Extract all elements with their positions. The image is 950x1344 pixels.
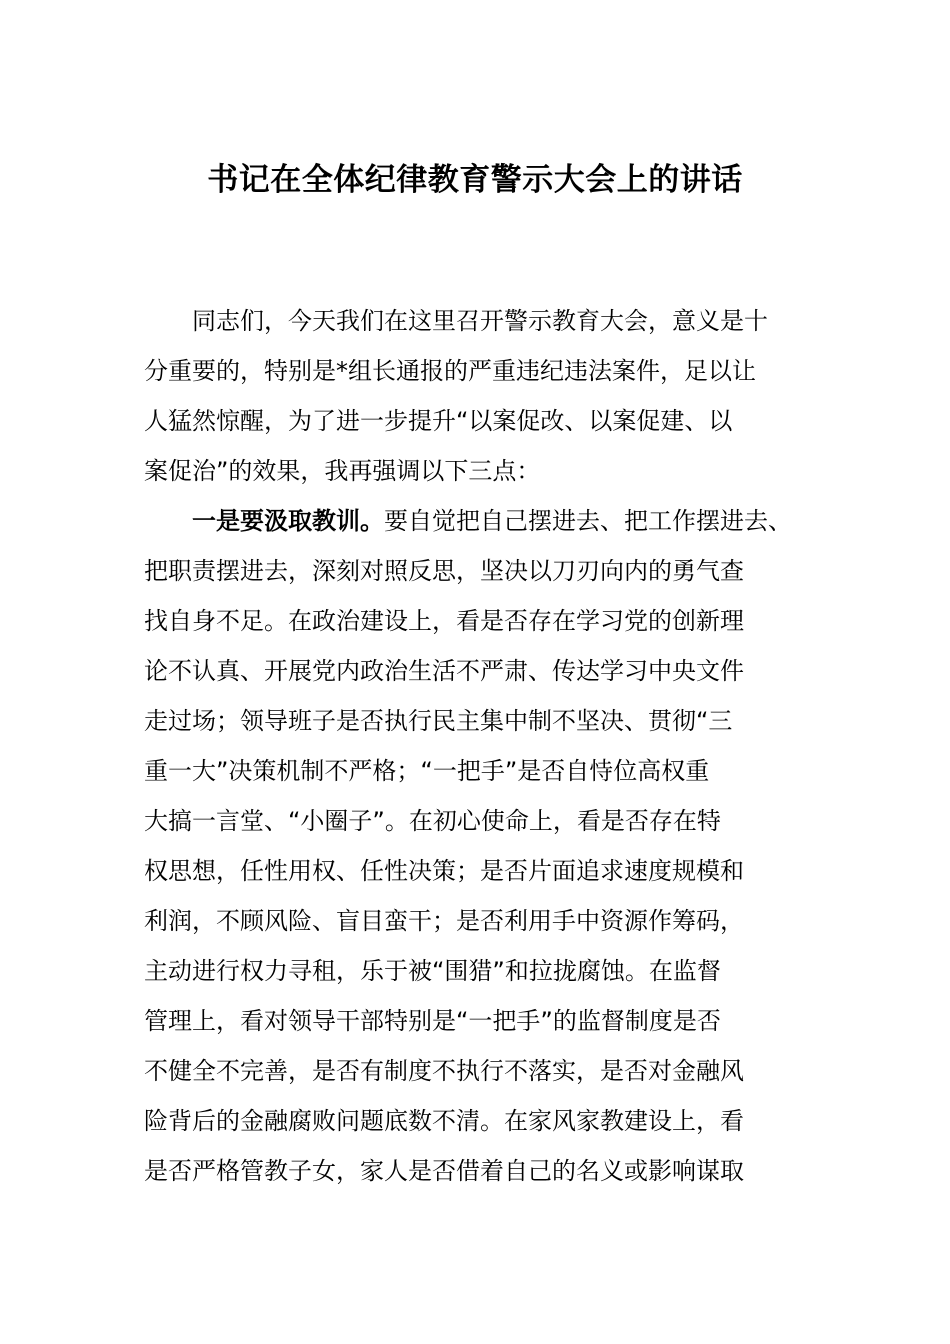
text-line: 管理上，看对领导干部特别是“一把手”的监督制度是否 bbox=[144, 1007, 721, 1035]
point-heading: 一是要汲取教训。 bbox=[192, 507, 384, 535]
text-line: 走过场；领导班子是否执行民主集中制不坚决、贯彻“三 bbox=[144, 707, 733, 735]
text-line: 分重要的，特别是*组长通报的严重违纪违法案件，足以让 bbox=[144, 357, 756, 385]
text-line: 利润，不顾风险、盲目蛮干；是否利用手中资源作筹码， bbox=[144, 907, 744, 935]
text-line: 人猛然惊醒，为了进一步提升“以案促改、以案促建、以 bbox=[144, 407, 733, 435]
text-line: 大搞一言堂、“小圈子”。在初心使命上，看是否存在特 bbox=[144, 807, 721, 835]
text-line: 案促治”的效果，我再强调以下三点： bbox=[144, 457, 541, 485]
text-line: 不健全不完善，是否有制度不执行不落实，是否对金融风 bbox=[144, 1057, 744, 1085]
paragraph-intro bbox=[144, 296, 784, 496]
text-line: 把职责摆进去，深刻对照反思，坚决以刀刃向内的勇气查 bbox=[144, 557, 744, 585]
text-line: 找自身不足。在政治建设上，看是否存在学习党的创新理 bbox=[144, 607, 744, 635]
document-body bbox=[144, 296, 792, 1196]
text-line: 重一大”决策机制不严格；“一把手”是否自恃位高权重 bbox=[144, 757, 710, 785]
text-line: 险背后的金融腐败问题底数不清。在家风家教建设上，看 bbox=[144, 1107, 744, 1135]
text-line: 权思想，任性用权、任性决策；是否片面追求速度规模和 bbox=[144, 857, 744, 885]
text-segment: 要自觉把自己摆进去、把工作摆进去、 bbox=[384, 507, 792, 535]
text-line: 论不认真、开展党内政治生活不严肃、传达学习中央文件 bbox=[144, 657, 744, 685]
paragraph-point-one bbox=[144, 496, 792, 1196]
document-title: 书记在全体纪律教育警示大会上的讲话 bbox=[207, 162, 743, 198]
text-line: 是否严格管教子女，家人是否借着自己的名义或影响谋取 bbox=[144, 1157, 744, 1185]
text-line bbox=[144, 496, 792, 546]
text-line: 同志们，今天我们在这里召开警示教育大会，意义是十 bbox=[192, 307, 768, 335]
text-line: 主动进行权力寻租，乐于被“围猎”和拉拢腐蚀。在监督 bbox=[144, 957, 721, 985]
